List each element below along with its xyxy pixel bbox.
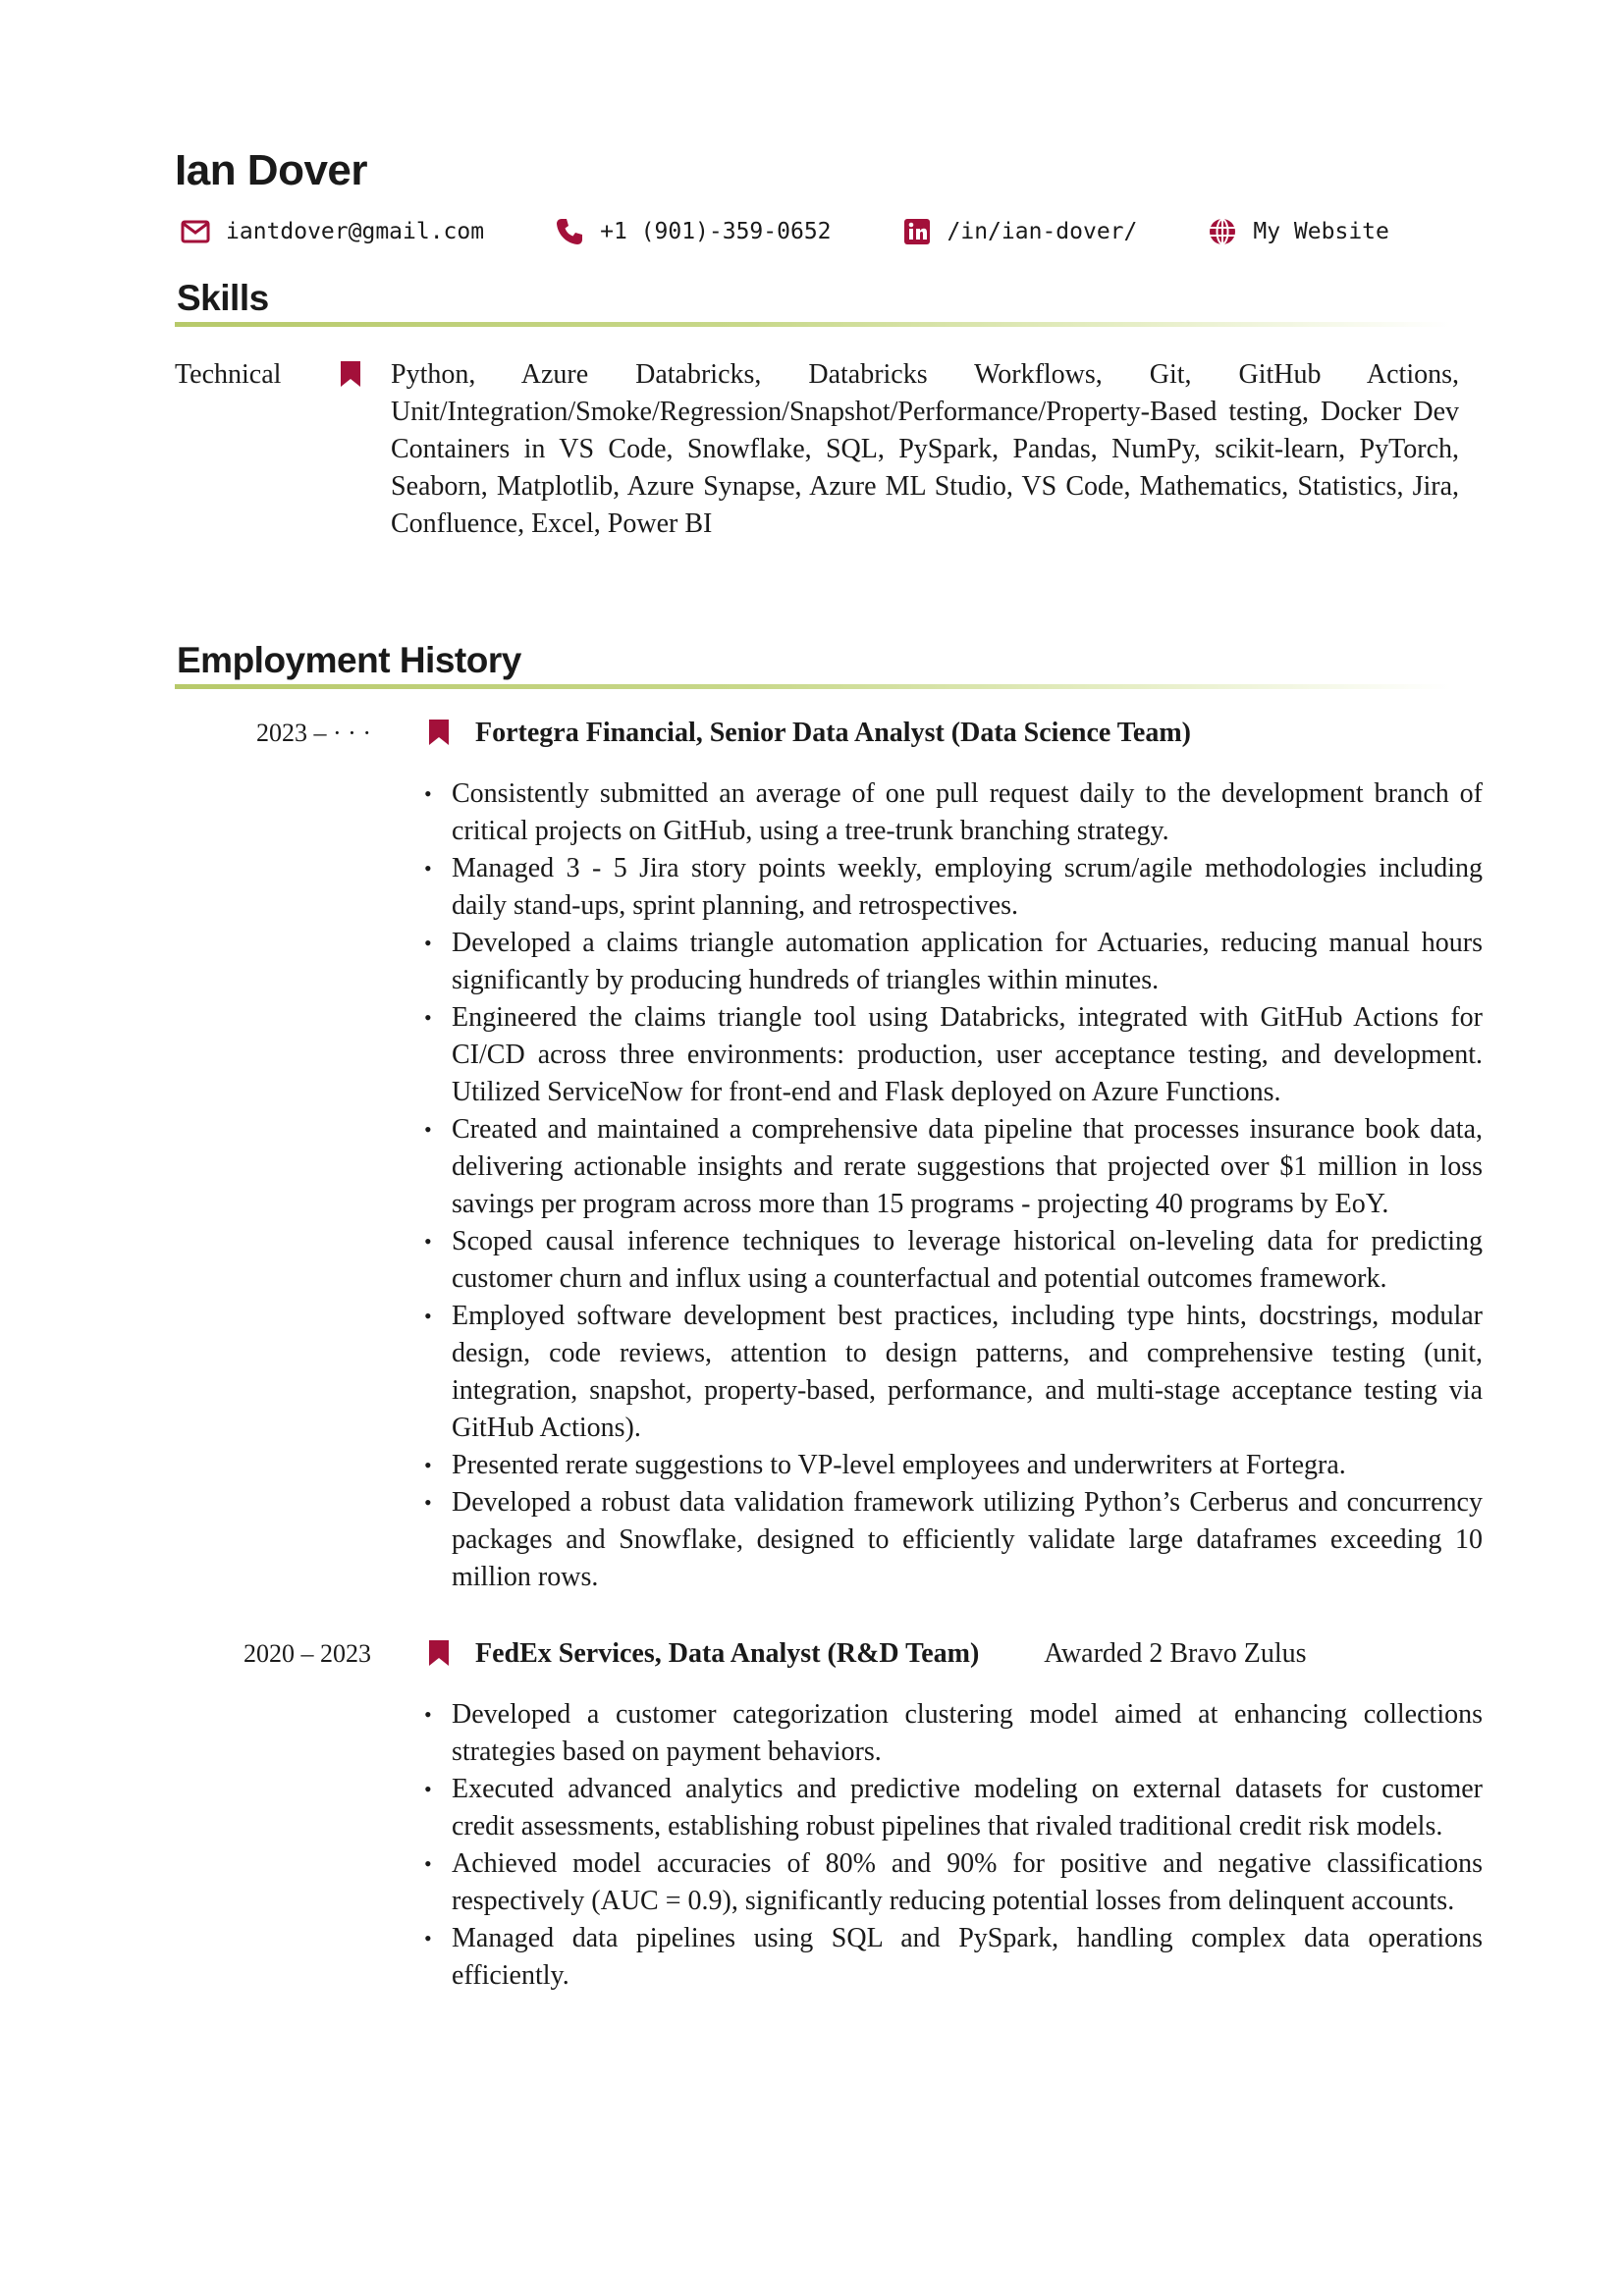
- employment-section: [175, 639, 1483, 1995]
- list-item: • Scoped causal inference techniques to leverage historical on-leveling data for predicting customer churn and influx using a counterfactual and potential outcomes framework.: [424, 1223, 1483, 1298]
- list-item: • Consistently submitted an average of one pull request daily to the development branch of critical projects on GitHub, using a tree-trunk branching strategy.: [424, 775, 1483, 850]
- candidate-name: Ian Dover: [175, 146, 368, 194]
- list-item: • Developed a claims triangle automation application for Actuaries, reducing manual hours significantly by producing hundreds of triangles within minutes.: [424, 925, 1483, 999]
- email-text[interactable]: iantdover@gmail.com: [226, 219, 485, 244]
- section-divider: [175, 322, 1451, 327]
- list-item: • Achieved model accuracies of 80% and 90% for positive and negative classifications respectively (AUC = 0.9), significantly reducing potential losses from delinquent accounts.: [424, 1845, 1483, 1920]
- job-dates: 2023 – · · ·: [256, 719, 371, 747]
- contact-website[interactable]: [1208, 217, 1388, 246]
- job-bullet-list: [175, 1696, 1483, 1995]
- contact-bar: [175, 216, 1461, 247]
- contact-linkedin[interactable]: [902, 217, 1138, 246]
- job-title: Fortegra Financial, Senior Data Analyst (Data Science Team): [475, 718, 1191, 748]
- list-item: • Employed software development best practices, including type hints, docstrings, modular design, code reviews, attention to design patterns, and comprehensive testing (unit, integration, snapshot, property-based, performance, and multi-stage acceptance testing via GitHub Actions).: [424, 1298, 1483, 1447]
- linkedin-text[interactable]: /in/ian-dover/: [947, 219, 1138, 244]
- job-award: Awarded 2 Bravo Zulus: [1044, 1638, 1307, 1669]
- bookmark-icon: [428, 719, 450, 746]
- section-divider: [175, 684, 1451, 689]
- list-item: • Managed 3 - 5 Jira story points weekly, employing scrum/agile methodologies including daily stand-ups, sprint planning, and retrospectives.: [424, 850, 1483, 925]
- bookmark-icon: [340, 360, 361, 388]
- list-item: • Executed advanced analytics and predictive modeling on external datasets for customer credit assessments, establishing robust pipelines that rivaled traditional credit risk models.: [424, 1771, 1483, 1845]
- section-title-skills: Skills: [177, 278, 269, 318]
- job-header: [175, 1635, 1461, 1673]
- job-entry: [175, 715, 1483, 1596]
- website-link[interactable]: My Website: [1253, 219, 1389, 244]
- phone-text[interactable]: +1 (901)-359-0652: [600, 219, 832, 244]
- linkedin-icon: [902, 217, 932, 246]
- job-entry: [175, 1635, 1483, 1995]
- job-bullet-list: [175, 775, 1483, 1596]
- bookmark-icon: [428, 1639, 450, 1667]
- phone-icon: [555, 217, 584, 246]
- skill-category: Technical: [175, 359, 282, 390]
- resume-page: [175, 146, 1483, 1995]
- section-title-employment: Employment History: [177, 640, 521, 680]
- skill-list: Python, Azure Databricks, Databricks Workflows, Git, GitHub Actions, Unit/Integration/Smoke/Regression/Snapshot/Performance/Property-Based testing, Docker Dev Containers in VS Code, Snowflake, SQL, PySpark, Pandas, NumPy, scikit-learn, PyTorch, Seaborn, Matplotlib, Azure Synapse, Azure ML Studio, VS Code, Mathematics, Statistics, Jira, Confluence, Excel, Power BI: [391, 359, 1459, 539]
- job-dates: 2020 – 2023: [244, 1639, 371, 1668]
- list-item: • Developed a robust data validation framework utilizing Python’s Cerberus and concurrency packages and Snowflake, designed to efficiently validate large dataframes exceeding 10 million rows.: [424, 1484, 1483, 1596]
- skill-row: [175, 356, 1461, 543]
- list-item: • Presented rerate suggestions to VP-level employees and underwriters at Fortegra.: [424, 1447, 1483, 1484]
- contact-phone[interactable]: [555, 217, 831, 246]
- contact-email[interactable]: [181, 217, 484, 246]
- list-item: • Created and maintained a comprehensive data pipeline that processes insurance book data, delivering actionable insights and rerate suggestions that projected over $1 million in loss savings per program across more than 15 programs - projecting 40 programs by EoY.: [424, 1111, 1483, 1223]
- skills-section: [175, 277, 1461, 543]
- list-item: • Developed a customer categorization clustering model aimed at enhancing collections strategies based on payment behaviors.: [424, 1696, 1483, 1771]
- list-item: • Managed data pipelines using SQL and PySpark, handling complex data operations efficiently.: [424, 1920, 1483, 1995]
- list-item: • Engineered the claims triangle tool using Databricks, integrated with GitHub Actions for CI/CD across three environments: production, user acceptance testing, and development. Utilized ServiceNow for front-end and Flask deployed on Azure Functions.: [424, 999, 1483, 1111]
- envelope-icon: [181, 217, 210, 246]
- job-header: [175, 715, 1461, 752]
- job-title: FedEx Services, Data Analyst (R&D Team): [475, 1638, 980, 1669]
- globe-icon: [1208, 217, 1237, 246]
